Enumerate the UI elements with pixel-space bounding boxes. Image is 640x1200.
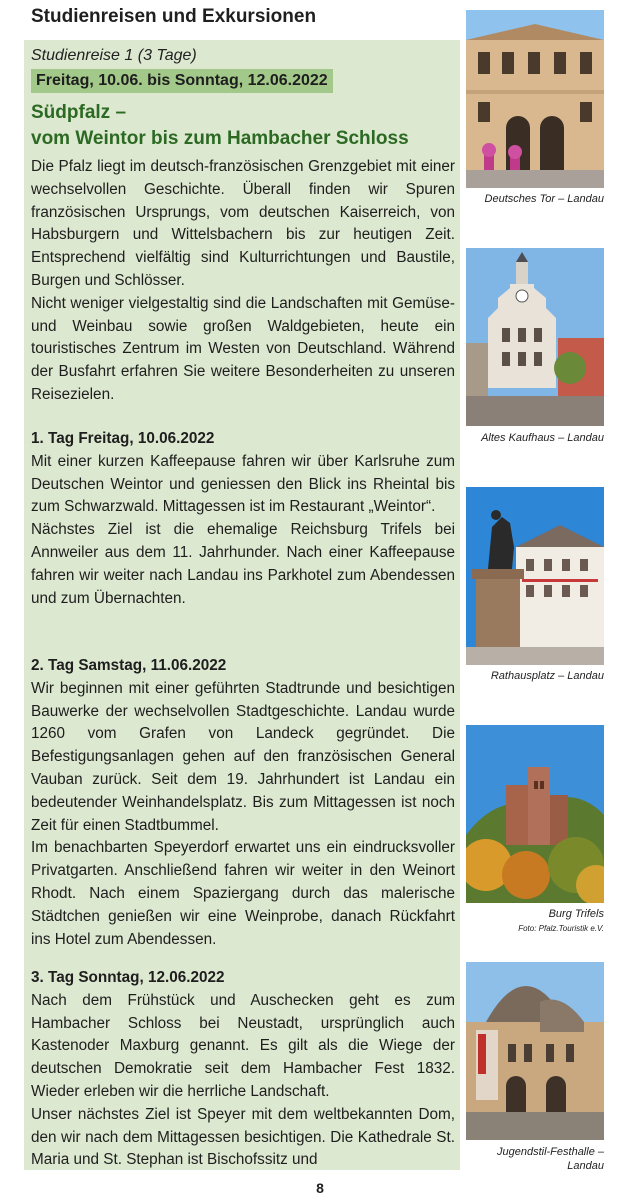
day-2-block: [31, 655, 455, 951]
intro-paragraph: Die Pfalz liegt im deutsch-französischen Grenzgebiet mit einer wechselvollen Geschichte. Überall finden wir Spuren französischen Ursprungs, vom deutschen Kaiserreich, von Habsburgern und Wittelsbachern bis zur heutigen Zeit. Entsprechend vielfältig sind Kulturrichtungen und Baustile, Burgen und Schlösser.: [31, 158, 455, 289]
photo-altes-kaufhaus: [466, 248, 604, 426]
day-1-heading: 1. Tag Freitag, 10.06.2022: [31, 430, 215, 447]
page-number: 8: [316, 1180, 324, 1196]
day-2-paragraph: Im benachbarten Speyerdorf erwartet uns ein eindrucksvoller Privatgarten. Anschließend fahren wir weiter in den Weinort Rhodt. Nach einem Spaziergang durch das malerische Städtchen genießen wir eine Weinprobe, danach Rückfahrt ins Hotel zum Abendessen.: [31, 839, 455, 948]
photo-rathausplatz: [466, 487, 604, 665]
intro-text: [31, 156, 455, 407]
day-1-block: [31, 428, 455, 610]
day-1-paragraph: Nächstes Ziel ist die ehemalige Reichsburg Trifels bei Annweiler aus dem 11. Jahrhunder. Nach einer Kaffeepause fahren wir weiter nach Landau ins Parkhotel zum Abendessen und zum Übernachten.: [31, 521, 455, 607]
day-3-paragraph: Nach dem Frühstück und Auschecken geht es zum Hambacher Schloss bei Neustadt, ursprünglich auch Kastenoder Maxburg genannt. Es gilt als die Wiege der deutschen Demokratie seit dem Hambacher Fest 1832. Wieder erleben wir die herrliche Landschaft.: [31, 991, 455, 1100]
day-2-heading: 2. Tag Samstag, 11.06.2022: [31, 657, 227, 674]
trip-kicker: Studienreise 1 (3 Tage): [31, 47, 197, 64]
photo-caption: Burg Trifels: [548, 908, 604, 920]
photo-caption-line-2: Landau: [567, 1160, 604, 1172]
trip-title-line-2: vom Weintor bis zum Hambacher Schloss: [31, 128, 409, 149]
trip-date-badge: Freitag, 10.06. bis Sonntag, 12.06.2022: [31, 69, 333, 93]
photo-caption: Altes Kaufhaus – Landau: [481, 432, 604, 444]
trip-title: [31, 100, 409, 152]
day-2-paragraph: Wir beginnen mit einer geführten Stadtrunde und besichtigen Bauwerke der wechselvollen Stadtgeschichte. Landau wurde 1260 vom Grafen von Landeck gegründet. Die Befestigungsanlagen gehen auf den französischen General Vauban zurück. Seit dem 19. Jahrhundert ist Landau ein bedeutender Weinhandelsplatz. Bis zum Mittagessen ist noch Zeit für einen Stadtbummel.: [31, 679, 455, 834]
photo-burg-trifels: [466, 725, 604, 903]
intro-paragraph: Nicht weniger vielgestaltig sind die Landschaften mit Gemüse- und Weinbau sowie großen Waldgebieten, heute ein touristisches Zentrum im Westen von Deutschland. Während der Busfahrt erfahren Sie weitere Besonderheiten zu unseren Reisezielen.: [31, 294, 455, 403]
photo-credit: Foto: Pfalz.Touristik e.V.: [518, 924, 604, 933]
day-3-block: [31, 967, 455, 1172]
photo-deutsches-tor: [466, 10, 604, 188]
photo-caption: Deutsches Tor – Landau: [484, 193, 604, 205]
photo-caption-line-1: Jugendstil-Festhalle –: [496, 1146, 604, 1158]
day-1-paragraph: Mit einer kurzen Kaffeepause fahren wir über Karlsruhe zum Deutschen Weintor und geniessen den Blick ins Rheintal bis zum Schwarzwald. Mittagessen ist im Restaurant „Weintor“.: [31, 452, 455, 516]
day-3-heading: 3. Tag Sonntag, 12.06.2022: [31, 969, 225, 986]
trip-title-line-1: Südpfalz –: [31, 102, 127, 123]
day-3-paragraph: Unser nächstes Ziel ist Speyer mit dem weltbekannten Dom, den wir nach dem Mittagessen besichtigen. Die Kathedrale St. Maria und St. Stephan ist Bischofssitz und: [31, 1105, 455, 1169]
photo-jugendstil-festhalle: [466, 962, 604, 1140]
section-heading: Studienreisen und Exkursionen: [31, 6, 317, 27]
photo-caption: Rathausplatz – Landau: [490, 670, 604, 682]
photo-caption: [497, 1145, 604, 1173]
